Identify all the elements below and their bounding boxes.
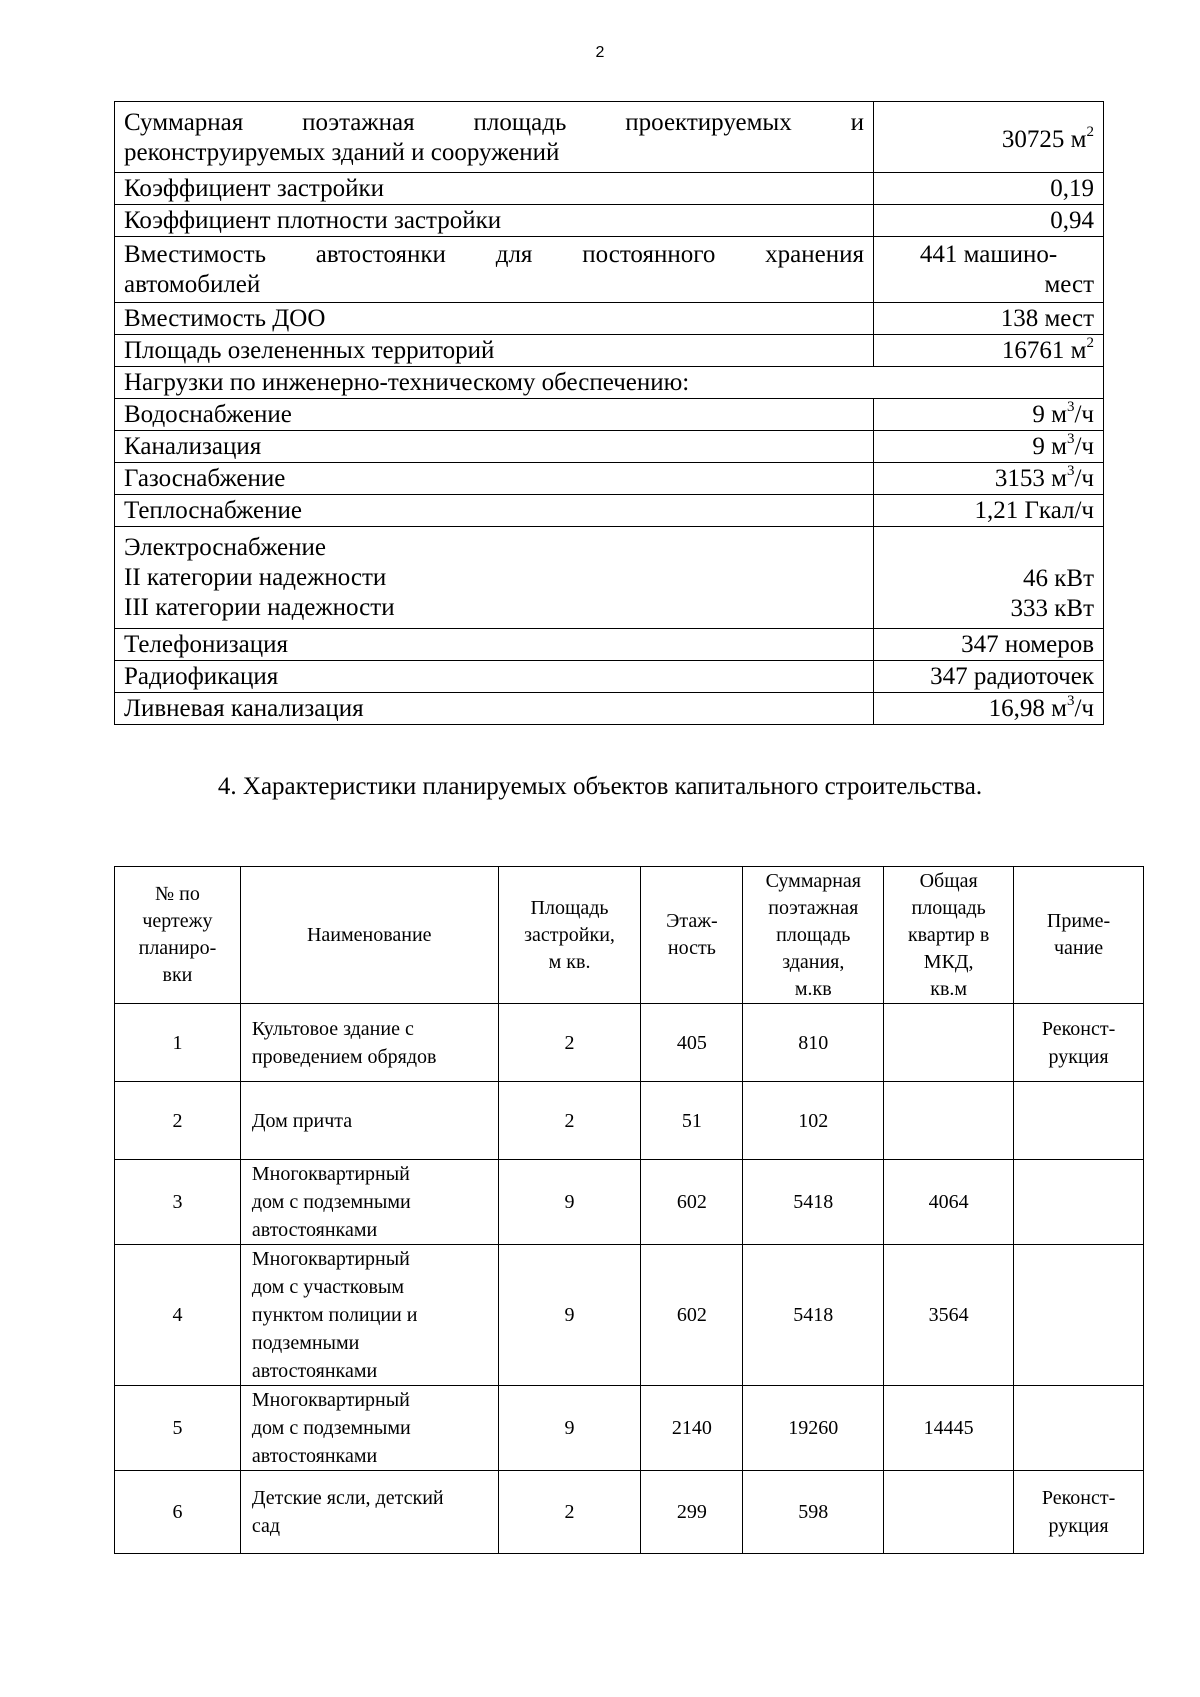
table-row bbox=[115, 527, 1104, 629]
value-sup: 2 bbox=[1086, 123, 1094, 140]
value-text: 9 м bbox=[1032, 433, 1067, 460]
value-line: 333 кВт bbox=[1010, 595, 1094, 622]
table-row bbox=[115, 1004, 1144, 1082]
page-number: 2 bbox=[595, 44, 605, 61]
value-sup: 3 bbox=[1066, 430, 1075, 447]
header-number: № по чертежу планиро- вки bbox=[115, 867, 241, 1004]
cell-apartment-area bbox=[884, 1471, 1014, 1554]
table-row bbox=[115, 1386, 1144, 1471]
row-value: 0,19 bbox=[874, 173, 1104, 205]
cell-number: 2 bbox=[115, 1082, 241, 1160]
value-text: 9 м bbox=[1032, 401, 1067, 428]
table-row bbox=[115, 102, 1104, 173]
row-label: Водоснабжение bbox=[115, 399, 874, 431]
value-line: 46 кВт bbox=[1023, 565, 1094, 592]
row-value bbox=[874, 431, 1104, 463]
cell-name: Многоквартирный дом с подземными автостоянками bbox=[240, 1160, 498, 1245]
cell-floors: 2 bbox=[498, 1471, 641, 1554]
table-row bbox=[115, 1245, 1144, 1386]
cell-build-area: 602 bbox=[641, 1245, 743, 1386]
cell-number: 6 bbox=[115, 1471, 241, 1554]
value-sup: 3 bbox=[1066, 398, 1075, 415]
value-text: 3153 м bbox=[994, 465, 1067, 492]
row-value bbox=[874, 527, 1104, 629]
row-label bbox=[115, 237, 874, 303]
row-value bbox=[874, 237, 1104, 303]
value-line: мест bbox=[1044, 271, 1094, 298]
row-label: Телефонизация bbox=[115, 629, 874, 661]
table-row bbox=[115, 693, 1104, 725]
cell-build-area: 2140 bbox=[641, 1386, 743, 1471]
cell-total-area: 598 bbox=[743, 1471, 884, 1554]
row-label: Ливневая канализация bbox=[115, 693, 874, 725]
row-value: 138 мест bbox=[874, 303, 1104, 335]
header-note: Приме- чание bbox=[1014, 867, 1144, 1004]
cell-number: 5 bbox=[115, 1386, 241, 1471]
value-sup: 2 bbox=[1086, 334, 1094, 351]
row-value bbox=[874, 463, 1104, 495]
value-sup: 3 bbox=[1066, 692, 1075, 709]
value-text: 16,98 м bbox=[988, 695, 1067, 722]
header-row bbox=[115, 867, 1144, 1004]
row-label: Коэффициент плотности застройки bbox=[115, 205, 874, 237]
row-value bbox=[874, 399, 1104, 431]
table-row bbox=[115, 1471, 1144, 1554]
table-row bbox=[115, 205, 1104, 237]
row-value: 347 номеров bbox=[874, 629, 1104, 661]
cell-total-area: 810 bbox=[743, 1004, 884, 1082]
table-row bbox=[115, 629, 1104, 661]
cell-note: Реконст- рукция bbox=[1014, 1004, 1144, 1082]
table-row bbox=[115, 1082, 1144, 1160]
cell-floors: 9 bbox=[498, 1245, 641, 1386]
row-value bbox=[874, 102, 1104, 173]
table-row bbox=[115, 463, 1104, 495]
table-row bbox=[115, 303, 1104, 335]
row-label bbox=[115, 527, 874, 629]
cell-apartment-area: 14445 bbox=[884, 1386, 1014, 1471]
value-unit: /ч bbox=[1074, 433, 1094, 460]
section-label: Нагрузки по инженерно-техническому обеспечению: bbox=[115, 367, 1104, 399]
header-floors: Этаж- ность bbox=[641, 867, 743, 1004]
header-name: Наименование bbox=[240, 867, 498, 1004]
row-label: Площадь озелененных территорий bbox=[115, 335, 874, 367]
cell-floors: 2 bbox=[498, 1004, 641, 1082]
table-row bbox=[115, 661, 1104, 693]
table-row bbox=[115, 431, 1104, 463]
cell-note bbox=[1014, 1386, 1144, 1471]
table-row bbox=[115, 237, 1104, 303]
cell-note bbox=[1014, 1160, 1144, 1245]
label-line: II категории надежности bbox=[124, 564, 387, 591]
cell-name: Культовое здание с проведением обрядов bbox=[240, 1004, 498, 1082]
cell-number: 3 bbox=[115, 1160, 241, 1245]
row-label: Радиофикация bbox=[115, 661, 874, 693]
value-sup: 3 bbox=[1066, 462, 1075, 479]
row-label: Вместимость ДОО bbox=[115, 303, 874, 335]
cell-note bbox=[1014, 1082, 1144, 1160]
value-unit: /ч bbox=[1074, 465, 1094, 492]
cell-name: Дом причта bbox=[240, 1082, 498, 1160]
header-build-area: Площадь застройки, м кв. bbox=[498, 867, 641, 1004]
cell-number: 4 bbox=[115, 1245, 241, 1386]
cell-name: Многоквартирный дом с участковым пунктом полиции и подземными автостоянками bbox=[240, 1245, 498, 1386]
table-row bbox=[115, 335, 1104, 367]
summary-table bbox=[114, 101, 1104, 725]
value-text: 30725 м bbox=[1001, 126, 1087, 153]
cell-build-area: 602 bbox=[641, 1160, 743, 1245]
label-line: автомобилей bbox=[124, 271, 261, 298]
row-value bbox=[874, 693, 1104, 725]
value-unit: /ч bbox=[1074, 695, 1094, 722]
row-label: Газоснабжение bbox=[115, 463, 874, 495]
section-heading: 4. Характеристики планируемых объектов капитального строительства. bbox=[217, 773, 983, 800]
row-value: 1,21 Гкал/ч bbox=[874, 495, 1104, 527]
cell-total-area: 19260 bbox=[743, 1386, 884, 1471]
value-unit: /ч bbox=[1074, 401, 1094, 428]
cell-total-area: 5418 bbox=[743, 1160, 884, 1245]
row-label: Канализация bbox=[115, 431, 874, 463]
cell-number: 1 bbox=[115, 1004, 241, 1082]
label-line: Вместимость автостоянки для постоянного хранения bbox=[124, 241, 864, 268]
label-line: Электроснабжение bbox=[124, 534, 326, 561]
row-label: Коэффициент застройки bbox=[115, 173, 874, 205]
cell-build-area: 299 bbox=[641, 1471, 743, 1554]
row-value: 0,94 bbox=[874, 205, 1104, 237]
header-apartment-area: Общая площадь квартир в МКД, кв.м bbox=[884, 867, 1014, 1004]
cell-total-area: 102 bbox=[743, 1082, 884, 1160]
row-value: 347 радиоточек bbox=[874, 661, 1104, 693]
cell-floors: 2 bbox=[498, 1082, 641, 1160]
cell-apartment-area bbox=[884, 1082, 1014, 1160]
table-row bbox=[115, 1160, 1144, 1245]
value-line: 441 машино- bbox=[919, 241, 1058, 268]
header-total-area: Суммарная поэтажная площадь здания, м.кв bbox=[743, 867, 884, 1004]
value-text: 16761 м bbox=[1001, 337, 1087, 364]
cell-note bbox=[1014, 1245, 1144, 1386]
cell-name: Детские ясли, детский сад bbox=[240, 1471, 498, 1554]
table-row bbox=[115, 399, 1104, 431]
row-label: Теплоснабжение bbox=[115, 495, 874, 527]
cell-apartment-area: 4064 bbox=[884, 1160, 1014, 1245]
cell-build-area: 405 bbox=[641, 1004, 743, 1082]
cell-apartment-area bbox=[884, 1004, 1014, 1082]
cell-apartment-area: 3564 bbox=[884, 1245, 1014, 1386]
cell-build-area: 51 bbox=[641, 1082, 743, 1160]
label-line: реконструируемых зданий и сооружений bbox=[124, 138, 560, 166]
label-line: III категории надежности bbox=[124, 594, 395, 621]
objects-table bbox=[114, 866, 1144, 1554]
cell-floors: 9 bbox=[498, 1160, 641, 1245]
cell-floors: 9 bbox=[498, 1386, 641, 1471]
table-row bbox=[115, 495, 1104, 527]
cell-name: Многоквартирный дом с подземными автостоянками bbox=[240, 1386, 498, 1471]
table-row bbox=[115, 173, 1104, 205]
row-value bbox=[874, 335, 1104, 367]
row-label bbox=[115, 102, 874, 173]
cell-note: Реконст- рукция bbox=[1014, 1471, 1144, 1554]
label-line: Суммарная поэтажная площадь проектируемых и bbox=[124, 108, 864, 136]
table-row bbox=[115, 367, 1104, 399]
cell-total-area: 5418 bbox=[743, 1245, 884, 1386]
